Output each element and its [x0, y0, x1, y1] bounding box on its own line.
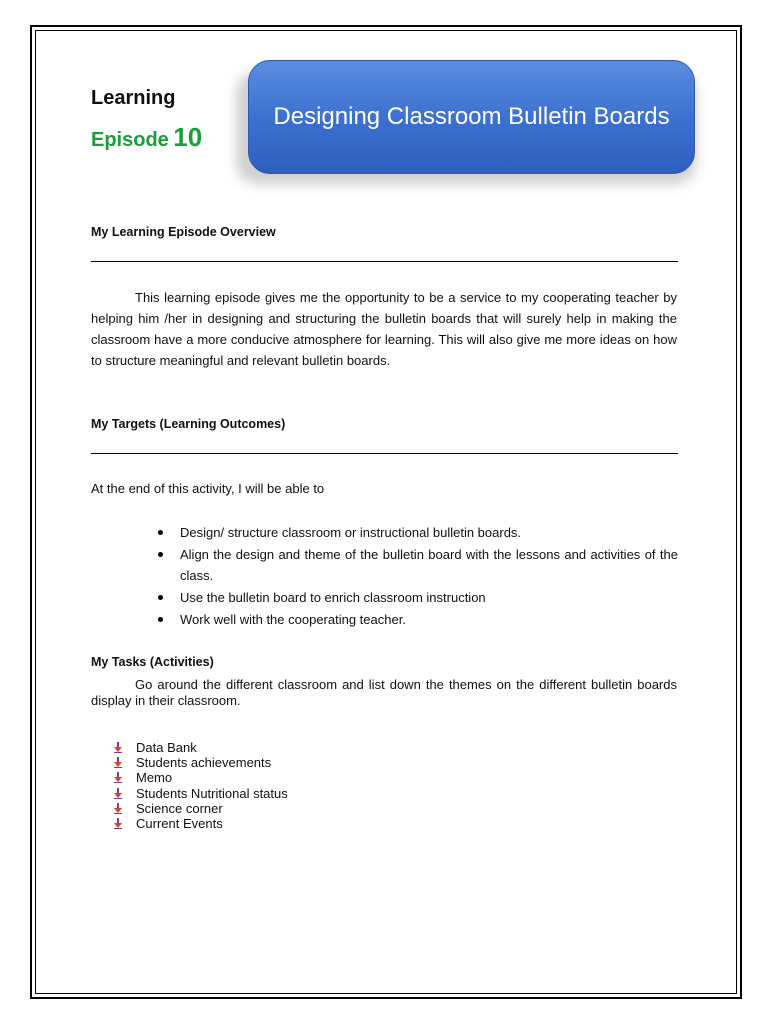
- episode-number: 10: [173, 122, 203, 152]
- arrow-down-bullet-icon: [113, 757, 123, 768]
- task-text: Students achievements: [136, 755, 272, 771]
- episode-label: [91, 122, 202, 153]
- overview-rule: [91, 261, 678, 262]
- arrow-down-bullet-icon: [113, 803, 123, 814]
- episode-word: Episode: [91, 129, 169, 151]
- tasks-heading: My Tasks (Activities): [91, 655, 214, 669]
- task-text: Memo: [136, 770, 173, 786]
- list-item: [113, 740, 288, 755]
- arrow-down-bullet-icon: [113, 772, 123, 783]
- target-text: Work well with the cooperating teacher.: [180, 612, 406, 627]
- target-text: Design/ structure classroom or instructional bulletin boards.: [180, 525, 522, 540]
- page-title: Designing Classroom Bulletin Boards: [273, 103, 670, 130]
- list-item: [158, 522, 678, 543]
- learning-label: Learning: [91, 87, 176, 109]
- arrow-down-bullet-icon: [113, 818, 123, 829]
- list-item: [113, 816, 288, 831]
- task-text: Students Nutritional status: [136, 785, 288, 801]
- targets-lead: At the end of this activity, I will be able to: [91, 481, 325, 496]
- list-item: [113, 770, 288, 785]
- list-item: [158, 587, 678, 608]
- targets-heading: My Targets (Learning Outcomes): [91, 417, 286, 431]
- tasks-list: [113, 740, 288, 831]
- overview-paragraph: This learning episode gives me the opportunity to be a service to my cooperating teacher by helping him /her in designing and structuring the bulletin boards that will surely help in making the classroom have a more conducive atmosphere for learning. This will also give me more ideas on how to structure meaningful and relevant bulletin boards.: [91, 290, 677, 368]
- list-item: [113, 801, 288, 816]
- bullet-dot-icon: [158, 617, 163, 622]
- arrow-down-bullet-icon: [113, 742, 123, 753]
- list-item: [113, 755, 288, 770]
- bullet-dot-icon: [158, 552, 163, 557]
- list-item: [113, 786, 288, 801]
- list-item: [158, 609, 678, 630]
- target-text: Align the design and theme of the bulletin board with the lessons and activities of the class.: [180, 547, 678, 583]
- arrow-down-bullet-icon: [113, 788, 123, 799]
- title-banner: [248, 60, 695, 174]
- task-text: Science corner: [136, 800, 223, 816]
- list-item: [158, 544, 678, 586]
- bullet-dot-icon: [158, 595, 163, 600]
- tasks-paragraph: Go around the different classroom and list down the themes on the different bulletin boards display in their classroom.: [91, 677, 677, 708]
- overview-heading: My Learning Episode Overview: [91, 225, 276, 239]
- task-text: Data Bank: [136, 740, 197, 755]
- task-text: Current Events: [136, 816, 223, 832]
- targets-rule: [91, 453, 678, 454]
- target-text: Use the bulletin board to enrich classroom instruction: [180, 590, 486, 605]
- bullet-dot-icon: [158, 530, 163, 535]
- targets-list: [158, 522, 678, 631]
